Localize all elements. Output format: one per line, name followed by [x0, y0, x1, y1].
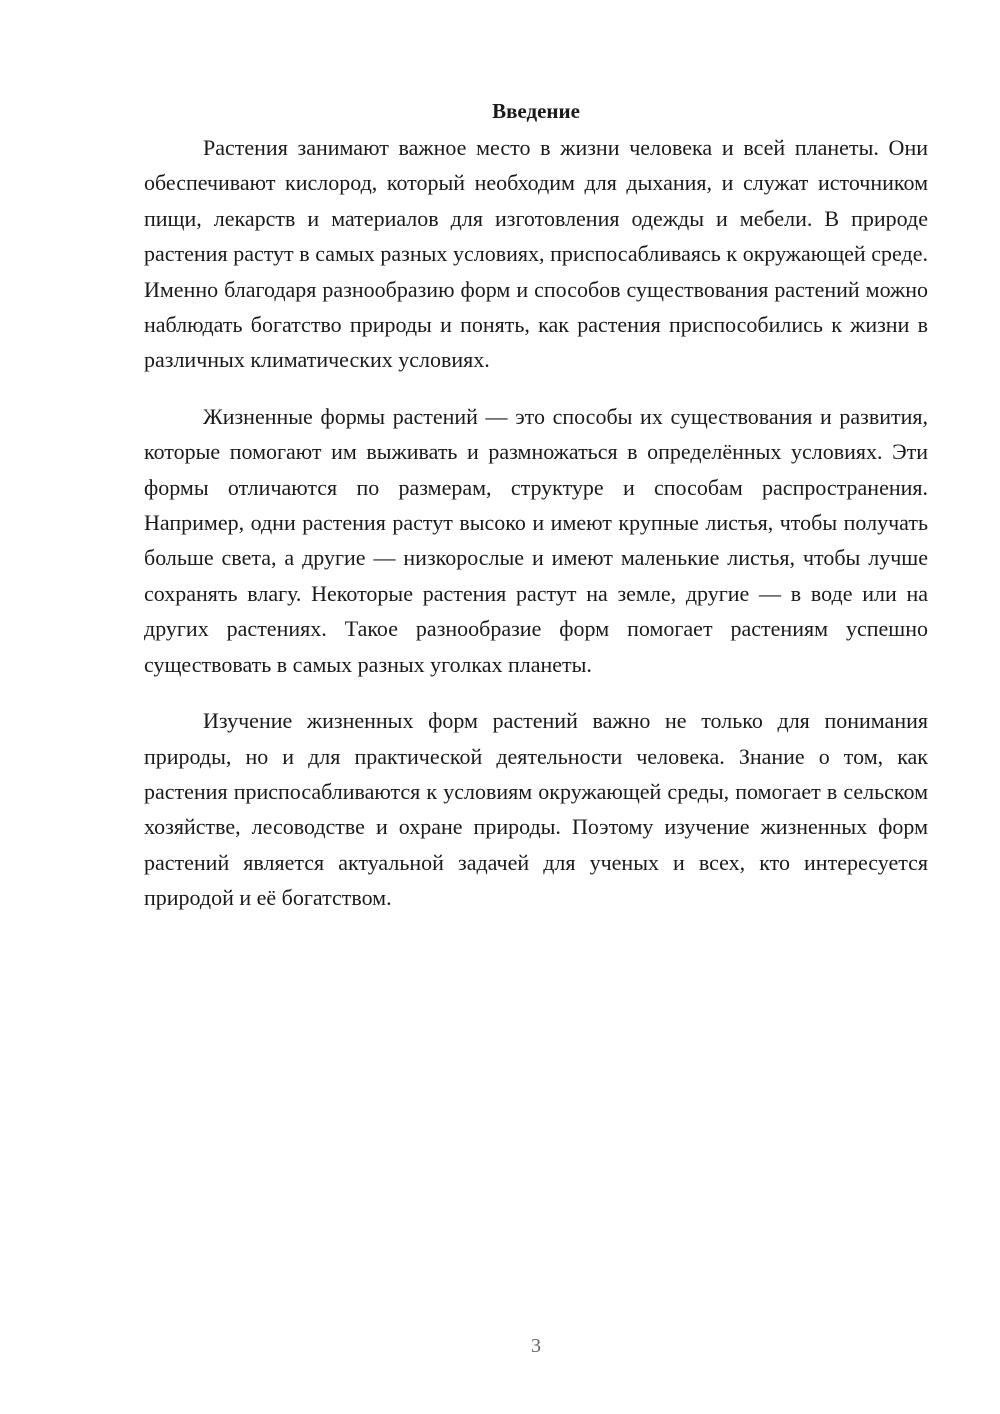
page-number: 3 — [531, 1335, 541, 1357]
paragraph-importance: Изучение жизненных форм растений важно не только для понимания природы, но и для практической деятельности человека. Знание о том, как растения приспосабливаются к условиям окружающей среды, помогает в сельском хозяйстве, лесоводстве и охране природы. Поэтому изучение жизненных форм растений является актуальной задачей для ученых и всех, кто интересуется природой и её богатством. — [144, 708, 928, 911]
page-content — [144, 96, 928, 937]
paragraph-life-forms: Жизненные формы растений — это способы их существования и развития, которые помогают им выживать и размножаться в определённых условиях. Эти формы отличаются по размерам, структуре и способам распространения. Например, одни растения растут высоко и имеют крупные листья, чтобы получать больше света, а другие — низкорослые и имеют маленькие листья, чтобы лучше сохранять влагу. Некоторые растения растут на земле, другие — в воде или на других растениях. Такое разнообразие форм помогает растениям успешно существовать в самых разных уголках планеты. — [144, 403, 928, 677]
section-heading: Введение — [492, 99, 580, 123]
paragraph-intro: Растения занимают важное место в жизни человека и всей планеты. Они обеспечивают кислород, который необходим для дыхания, и служат источником пищи, лекарств и материалов для изготовления одежды и мебели. В природе растения растут в самых разных условиях, приспосабливаясь к окружающей среде. Именно благодаря разнообразию форм и способов существования растений можно наблюдать богатство природы и понять, как растения приспособились к жизни в различных климатических условиях. — [144, 135, 928, 373]
